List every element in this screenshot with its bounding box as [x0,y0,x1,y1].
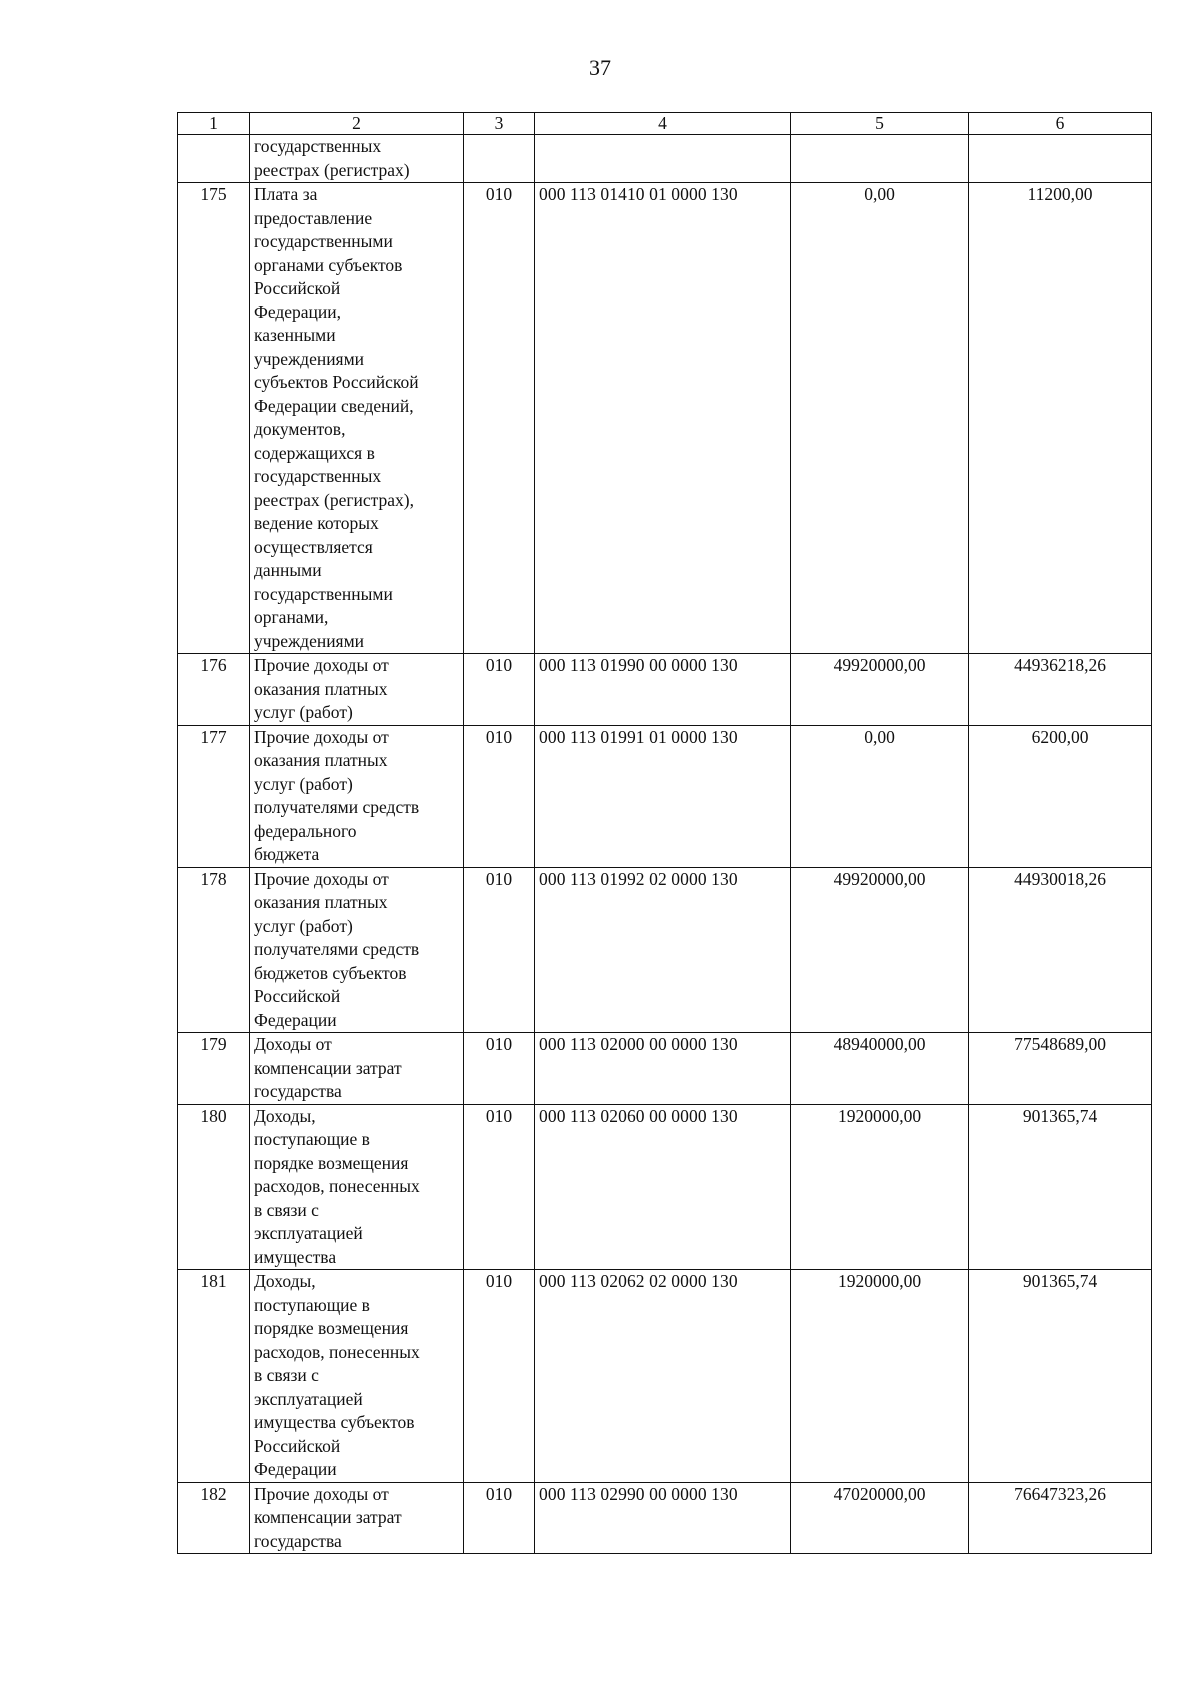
row-name-line: поступающие в [254,1129,370,1149]
row-name-line: содержащихся в [254,442,375,463]
row-name-cell [250,1104,464,1270]
row-name-line: оказания платных [254,892,388,912]
row-kbk-cell: 000 113 01992 02 0000 130 [535,867,791,1033]
row-name-line: Российской [254,986,341,1006]
row-name-line: субъектов Российской [254,372,419,392]
row-name-line: услуг (работ) [254,773,353,794]
header-row [178,113,1152,135]
row-number-cell [178,135,250,183]
row-fact-cell [969,135,1152,183]
header-col-1: 1 [178,113,250,135]
row-fact-cell: 901365,74 [969,1104,1152,1270]
row-plan-cell: 49920000,00 [791,867,969,1033]
row-name-line: услуг (работ) [254,702,353,722]
table-row [178,725,1152,867]
table-row [178,654,1152,726]
row-name-line: услуг (работ) [254,915,353,936]
row-name-line: предоставление [254,207,373,228]
row-name-cell [250,1482,464,1554]
row-kbk-cell: 000 113 02062 02 0000 130 [535,1270,791,1483]
row-name-line: эксплуатацией [254,1223,363,1243]
table-row [178,1033,1152,1105]
header-col-3: 3 [464,113,535,135]
header-col-4: 4 [535,113,791,135]
table-row [178,135,1152,183]
row-plan-cell: 1920000,00 [791,1104,969,1270]
table-row [178,183,1152,654]
row-code-cell: 010 [464,1482,535,1554]
row-code-cell: 010 [464,725,535,867]
row-name-line: Прочие доходы от [254,726,389,747]
row-name-line: Плата за [254,184,318,204]
row-name-line: имущества [254,1246,337,1267]
table-row [178,1270,1152,1483]
row-name-line: Доходы, [254,1271,316,1291]
row-name-line: Доходы, [254,1105,316,1126]
row-name-line: реестрах (регистрах) [254,159,410,180]
row-kbk-cell: 000 113 01410 01 0000 130 [535,183,791,654]
row-plan-cell: 0,00 [791,725,969,867]
row-name-line: получателями средств [254,939,420,959]
row-name-line: получателями средств [254,797,420,817]
row-name-line: органами, [254,607,329,627]
row-fact-cell: 76647323,26 [969,1482,1152,1554]
row-number-cell: 175 [178,183,250,654]
row-fact-cell: 11200,00 [969,183,1152,654]
row-name-line: расходов, понесенных [254,1176,420,1196]
row-name-line: в связи с [254,1199,319,1220]
row-name-line: учреждениями [254,630,365,651]
row-plan-cell: 49920000,00 [791,654,969,726]
header-col-2: 2 [250,113,464,135]
row-name-line: учреждениями [254,348,365,369]
row-number-cell: 179 [178,1033,250,1105]
row-name-line: в связи с [254,1365,319,1385]
row-kbk-cell: 000 113 01991 01 0000 130 [535,725,791,867]
row-name-line: осуществляется [254,536,373,557]
row-name-line: оказания платных [254,678,388,699]
row-kbk-cell: 000 113 02000 00 0000 130 [535,1033,791,1105]
row-plan-cell: 48940000,00 [791,1033,969,1105]
row-name-line: Российской [254,278,341,298]
row-code-cell: 010 [464,1270,535,1483]
row-plan-cell [791,135,969,183]
row-code-cell: 010 [464,654,535,726]
row-number-cell: 177 [178,725,250,867]
row-name-line: Прочие доходы от [254,655,389,675]
income-table [177,112,1152,1554]
row-name-line: компенсации затрат [254,1507,402,1527]
row-name-line: эксплуатацией [254,1388,363,1409]
table-row [178,1104,1152,1270]
row-name-line: документов, [254,419,346,439]
row-number-cell: 178 [178,867,250,1033]
row-name-cell [250,654,464,726]
row-name-line: порядке возмещения [254,1318,409,1338]
row-name-cell [250,867,464,1033]
row-name-cell [250,1033,464,1105]
row-name-line: государственных [254,136,382,156]
header-col-5: 5 [791,113,969,135]
row-name-line: Федерации сведений, [254,395,414,416]
row-name-line: Федерации, [254,301,342,322]
row-kbk-cell: 000 113 02060 00 0000 130 [535,1104,791,1270]
row-code-cell [464,135,535,183]
row-plan-cell: 1920000,00 [791,1270,969,1483]
row-fact-cell: 77548689,00 [969,1033,1152,1105]
row-fact-cell: 6200,00 [969,725,1152,867]
row-name-line: реестрах (регистрах), [254,489,414,510]
row-name-line: Российской [254,1435,341,1456]
row-fact-cell: 44930018,26 [969,867,1152,1033]
row-name-line: поступающие в [254,1294,370,1315]
row-fact-cell: 901365,74 [969,1270,1152,1483]
row-name-line: порядке возмещения [254,1152,409,1173]
table-row [178,1482,1152,1554]
row-code-cell: 010 [464,867,535,1033]
row-number-cell: 182 [178,1482,250,1554]
row-plan-cell: 0,00 [791,183,969,654]
row-name-cell [250,1270,464,1483]
page-number: 37 [589,55,611,80]
row-number-cell: 176 [178,654,250,726]
row-fact-cell: 44936218,26 [969,654,1152,726]
row-name-cell [250,725,464,867]
row-name-line: Федерации [254,1009,337,1030]
row-name-line: ведение которых [254,513,379,533]
row-name-line: федерального [254,820,357,841]
row-name-line: Доходы от [254,1034,332,1054]
row-name-line: компенсации затрат [254,1057,402,1078]
row-name-line: бюджета [254,844,320,864]
table-body [178,135,1152,1554]
row-kbk-cell: 000 113 02990 00 0000 130 [535,1482,791,1554]
row-name-line: данными [254,560,322,580]
row-code-cell: 010 [464,1104,535,1270]
row-name-line: казенными [254,325,336,345]
row-plan-cell: 47020000,00 [791,1482,969,1554]
row-number-cell: 181 [178,1270,250,1483]
row-name-line: государства [254,1530,342,1551]
row-name-line: Федерации [254,1459,337,1479]
row-name-line: бюджетов субъектов [254,962,407,983]
row-code-cell: 010 [464,1033,535,1105]
row-name-line: Прочие доходы от [254,1483,389,1504]
row-name-line: имущества субъектов [254,1412,415,1432]
header-col-6: 6 [969,113,1152,135]
row-kbk-cell: 000 113 01990 00 0000 130 [535,654,791,726]
row-name-line: государственными [254,583,393,604]
row-name-cell [250,183,464,654]
row-name-line: государственных [254,466,382,486]
row-name-line: расходов, понесенных [254,1341,420,1362]
table-row [178,867,1152,1033]
row-code-cell: 010 [464,183,535,654]
row-name-line: оказания платных [254,750,388,770]
row-name-line: государственными [254,231,393,251]
row-kbk-cell [535,135,791,183]
row-name-line: государства [254,1081,342,1101]
row-name-cell [250,135,464,183]
row-name-line: Прочие доходы от [254,868,389,889]
row-number-cell: 180 [178,1104,250,1270]
row-name-line: органами субъектов [254,254,403,275]
